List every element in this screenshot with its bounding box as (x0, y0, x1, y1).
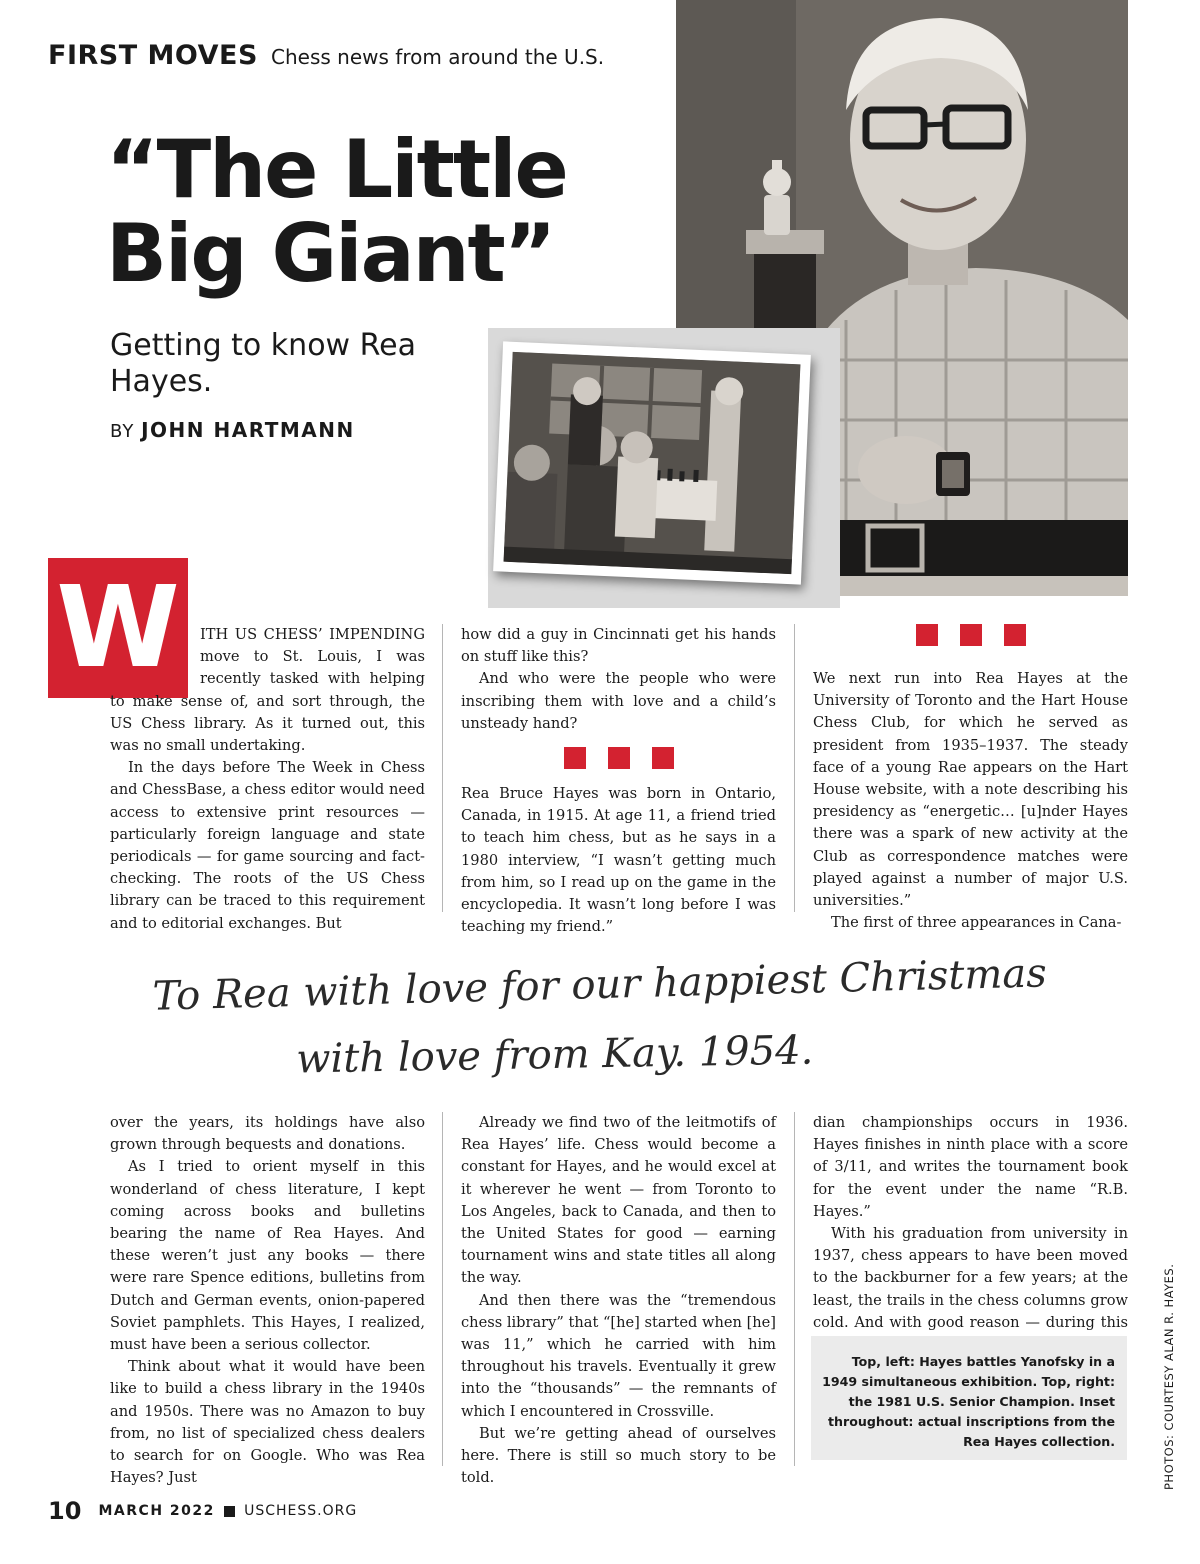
paragraph: The first of three appearances in Cana- (831, 914, 1122, 932)
column-2-top (461, 624, 776, 938)
paragraph: how did a guy in Cincinnati get his hands on stuff like this? (461, 626, 776, 666)
column-rule (794, 624, 795, 912)
inscription-line-2: with love from Kay. 1954. (295, 1027, 814, 1083)
simul-exhibition-photo (504, 352, 801, 574)
column-3-top (813, 624, 1128, 934)
page-footer (48, 1497, 357, 1525)
paragraph: But we’re getting ahead of ourselves here. There is still so much story to be told. (461, 1424, 776, 1487)
paragraph: And then there was the “tremendous chess library” that “[he] started when [he] was 11,” which he carried with him throughout his travels. Eventually it grew into the “thousands” — the remnants of which I encountered in Crossville. (461, 1291, 776, 1420)
column-3-bottom (813, 1112, 1128, 1356)
paragraph: We next run into Rea Hayes at the University of Toronto and the Hart House Chess Club, for which he served as president from 1935–1937. The steady face of a young Rae appears on the Hart House website, with a note describing his presidency as “energetic… [u]nder Hayes there was a spark of new activity at the Club as correspondence matches were played against a number of major U.S. universities.” (813, 670, 1128, 910)
byline (110, 418, 355, 442)
section-tagline: Chess news from around the U.S. (271, 45, 605, 69)
article-subtitle: Getting to know Rea Hayes. (110, 328, 416, 399)
photo-caption: Top, left: Hayes battles Yanofsky in a 1949 simultaneous exhibition. Top, right: the 1981 U.S. Senior Champion. Inset throughout: actual inscriptions from the Rea Hayes collection. (822, 1354, 1115, 1449)
photo-credit: PHOTOS: COURTESY ALAN R. HAYES. (1162, 1263, 1176, 1490)
paragraph: As I tried to orient myself in this wonderland of chess literature, I kept coming across books and bulletins bearing the name of Rea Hayes. And these weren’t just any books — there were rare Spence editions, bulletins from Dutch and German events, onion-papered Soviet pamphlets. This Hayes, I realized, must have been a serious collector. (110, 1158, 425, 1354)
handwritten-inscription (0, 930, 1200, 1090)
paragraph: With his graduation from university in 1937, chess appears to have been moved to the backburner for a few years; at the least, the trails in the chess columns grow cold. And with good reason — during this (813, 1225, 1128, 1331)
paragraph: Rea Bruce Hayes was born in Ontario, Canada, in 1915. At age 11, a friend tried to teach him chess, but as he says in a 1980 interview, “I wasn’t getting much from him, so I read up on the game in the encyclopedia. It wasn’t long before I was teaching my friend.” (461, 785, 776, 936)
inscription-line-1: To Rea with love for our happiest Christmas (152, 950, 1048, 1020)
section-divider (461, 747, 776, 769)
drop-cap-spacer (110, 624, 200, 690)
column-rule (442, 624, 443, 912)
column-2-bottom (461, 1112, 776, 1489)
paragraph: In the days before The Week in Chess and ChessBase, a chess editor would need access to extensive print resources — particularly foreign language and state periodicals — for game sourcing and fact-checking. The roots of the US Chess library can be traced to this requirement and to editorial exchanges. But (110, 759, 425, 932)
inset-photo (493, 341, 811, 584)
paragraph: Already we find two of the leitmotifs of Rea Hayes’ life. Chess would become a constant for Hayes, and he would excel at it wherever he went — from Toronto to Los Angeles, back to Canada, and then to the United States for good — earning tournament wins and state titles all along the way. (461, 1114, 776, 1287)
page-number: 10 (48, 1497, 82, 1525)
section-name: FIRST MOVES (48, 40, 258, 71)
paragraph: over the years, its holdings have also grown through bequests and donations. (110, 1114, 425, 1154)
paragraph: And who were the people who were inscribing them with love and a child’s unsteady hand? (461, 670, 776, 732)
byline-author: JOHN HARTMANN (141, 418, 355, 442)
footer-issue: MARCH 2022 (98, 1503, 215, 1519)
footer-separator-square-icon (224, 1506, 235, 1517)
drop-cap: W (48, 558, 188, 698)
paragraph: ITH US CHESS’ IMPENDING move to St. Louis, I was recently tasked with helping to make sense of, and sort through, the US Chess library. As it turned out, this was no small undertaking. (110, 626, 425, 755)
column-rule (442, 1112, 443, 1466)
article-title (106, 123, 666, 300)
title-line-1: “The Little (106, 123, 567, 216)
column-1-bottom (110, 1112, 425, 1489)
section-divider (813, 624, 1128, 646)
column-rule (794, 1112, 795, 1466)
byline-prefix: BY (110, 421, 135, 442)
title-line-2: Big Giant” (106, 207, 555, 300)
paragraph: Think about what it would have been like to build a chess library in the 1940s and 1950s. There was no Amazon to buy from, no list of specialized chess dealers to search for on Google. Who was Rea Hayes? Just (110, 1358, 425, 1487)
column-1-top (110, 624, 425, 935)
simul-exhibition-illustration (504, 352, 801, 574)
section-header (48, 40, 604, 71)
paragraph: dian championships occurs in 1936. Hayes finishes in ninth place with a score of 3/11, and writes the tournament book for the event under the name “R.B. Hayes.” (813, 1114, 1128, 1220)
footer-site-link[interactable]: USCHESS.ORG (244, 1503, 358, 1519)
photo-caption-box (811, 1336, 1127, 1460)
